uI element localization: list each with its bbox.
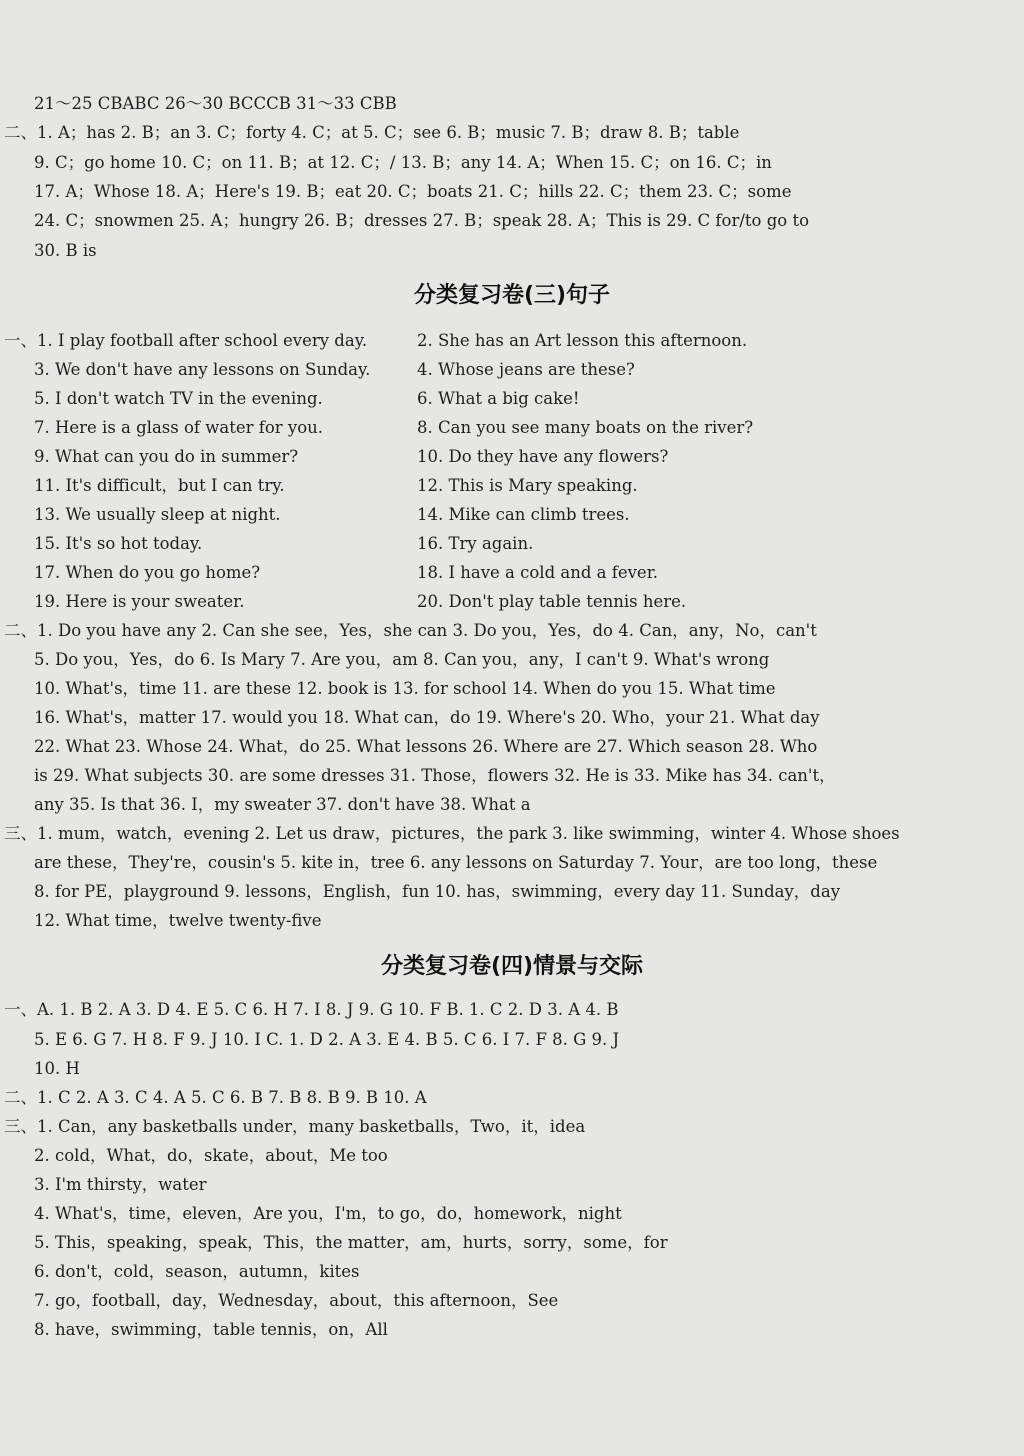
answer-line: 8. for PE，playground 9. lessons，English，fun 10. has，swimming，every day 11. Sunday，day — [34, 882, 841, 901]
sentence-item: 18. I have a cold and a fever. — [417, 563, 659, 582]
sentence-item: 10. Do they have any flowers? — [417, 447, 669, 466]
sentence-item: 7. Here is a glass of water for you. — [34, 418, 324, 437]
answer-line: 22. What 23. Whose 24. What，do 25. What lessons 26. Where are 27. Which season 28. Who — [34, 737, 818, 756]
answer-line: 10. H — [34, 1059, 80, 1078]
sentence-item: 17. When do you go home? — [34, 563, 261, 582]
sentence-item: 11. It's difficult，but I can try. — [34, 476, 285, 495]
answer-line: 一、A. 1. B 2. A 3. D 4. E 5. C 6. H 7. I 8. J 9. G 10. F B. 1. C 2. D 3. A 4. B — [4, 1000, 619, 1019]
sentence-item: 9. What can you do in summer? — [34, 447, 299, 466]
sentence-item: 4. Whose jeans are these? — [417, 360, 635, 379]
answer-line: 16. What's，matter 17. would you 18. What can，do 19. Where's 20. Who，your 21. What day — [34, 708, 820, 727]
sentence-item: 一、1. I play football after school every day. — [4, 331, 368, 350]
answer-line: 5. E 6. G 7. H 8. F 9. J 10. I C. 1. D 2. A 3. E 4. B 5. C 6. I 7. F 8. G 9. J — [34, 1030, 620, 1049]
sentence-item: 6. What a big cake! — [417, 389, 580, 408]
answer-line: 5. This，speaking，speak，This，the matter，am，hurts，sorry，some，for — [34, 1233, 668, 1252]
answer-line: 三、1. mum，watch，evening 2. Let us draw，pictures，the park 3. like swimming，winter 4. Whose shoes — [4, 824, 900, 843]
answer-line: any 35. Is that 36. I，my sweater 37. don't have 38. What a — [34, 795, 531, 814]
section-title: 分类复习卷(四)情景与交际 — [380, 954, 644, 979]
sentence-item: 8. Can you see many boats on the river? — [417, 418, 754, 437]
sentence-item: 12. This is Mary speaking. — [417, 476, 638, 495]
sentence-item: 19. Here is your sweater. — [34, 592, 245, 611]
answer-line: 2. cold，What，do，skate，about，Me too — [34, 1146, 388, 1165]
section-title: 分类复习卷(三)句子 — [413, 283, 611, 308]
answer-line: 3. I'm thirsty，water — [34, 1175, 207, 1194]
answer-line: 三、1. Can，any basketballs under，many basketballs，Two，it，idea — [4, 1117, 586, 1136]
answer-line: 12. What time，twelve twenty-five — [34, 911, 322, 930]
answer-line: 21～25 CBABC 26～30 BCCCB 31～33 CBB — [34, 94, 397, 113]
answer-line: 4. What's，time，eleven，Are you，I'm，to go，do，homework，night — [34, 1204, 622, 1223]
answer-line: 8. have，swimming，table tennis，on，All — [34, 1320, 388, 1339]
sentence-item: 2. She has an Art lesson this afternoon. — [417, 331, 748, 350]
answer-line: 24. C；snowmen 25. A；hungry 26. B；dresses 27. B；speak 28. A；This is 29. C for/to go to — [34, 211, 810, 230]
answer-line: 17. A；Whose 18. A；Here's 19. B；eat 20. C；boats 21. C；hills 22. C；them 23. C；some — [34, 182, 792, 201]
answer-line: 二、1. A；has 2. B；an 3. C；forty 4. C；at 5. C；see 6. B；music 7. B；draw 8. B；table — [4, 123, 740, 142]
sentence-item: 13. We usually sleep at night. — [34, 505, 281, 524]
sentence-item: 20. Don't play table tennis here. — [417, 592, 687, 611]
answer-line: are these，They're，cousin's 5. kite in，tree 6. any lessons on Saturday 7. Your，are too long，these — [34, 853, 878, 872]
answer-line: 30. B is — [34, 241, 97, 260]
answer-line: 二、1. C 2. A 3. C 4. A 5. C 6. B 7. B 8. B 9. B 10. A — [4, 1088, 427, 1107]
answer-line: 7. go，football，day，Wednesday，about，this afternoon，See — [34, 1291, 559, 1310]
sentence-item: 16. Try again. — [417, 534, 534, 553]
answer-line: 5. Do you，Yes，do 6. Is Mary 7. Are you，am 8. Can you，any，I can't 9. What's wrong — [34, 650, 770, 669]
answer-line: 10. What's，time 11. are these 12. book is 13. for school 14. When do you 15. What time — [34, 679, 776, 698]
sentence-item: 14. Mike can climb trees. — [417, 505, 630, 524]
answer-line: 9. C；go home 10. C；on 11. B；at 12. C；/ 13. B；any 14. A；When 15. C；on 16. C；in — [34, 153, 772, 172]
sentence-item: 3. We don't have any lessons on Sunday. — [34, 360, 371, 379]
answer-line: 二、1. Do you have any 2. Can she see，Yes，she can 3. Do you，Yes，do 4. Can，any，No，can't — [4, 621, 817, 640]
answer-line: is 29. What subjects 30. are some dresses 31. Those，flowers 32. He is 33. Mike has 34. can't， — [34, 766, 836, 785]
sentence-item: 5. I don't watch TV in the evening. — [34, 389, 323, 408]
sentence-item: 15. It's so hot today. — [34, 534, 203, 553]
answer-line: 6. don't，cold，season，autumn，kites — [34, 1262, 360, 1281]
